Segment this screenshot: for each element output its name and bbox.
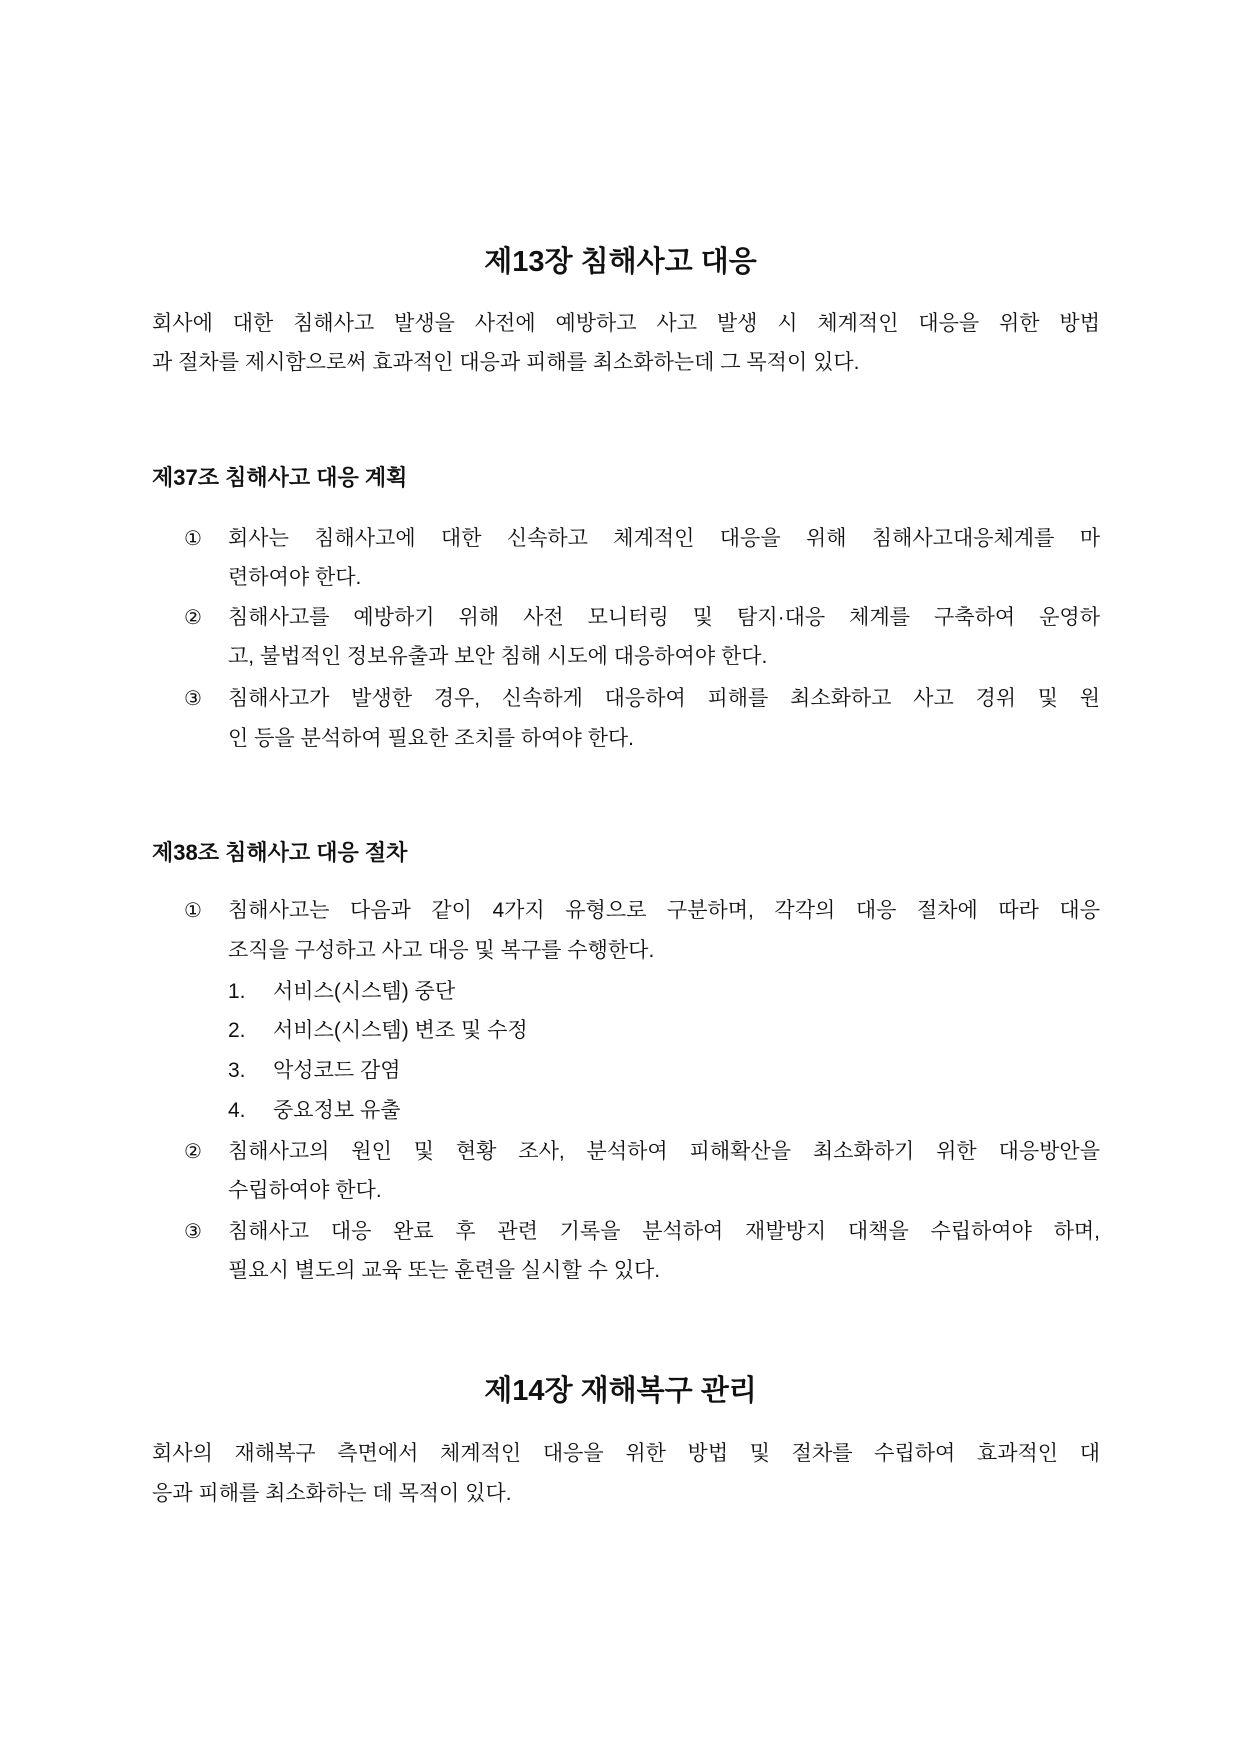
type-number: 2. bbox=[228, 1019, 246, 1042]
item-number: ② bbox=[184, 1141, 202, 1163]
chapter-14-intro-line: 응과 피해를 최소화하는 데 목적이 있다. bbox=[152, 1482, 512, 1505]
item-line: 인 등을 분석하여 필요한 조치를 하여야 한다. bbox=[228, 727, 634, 750]
article-37-title: 제37조 침해사고 대응 계획 bbox=[152, 465, 408, 490]
item-number: ③ bbox=[184, 1221, 202, 1243]
chapter-14-intro-line: 회사의 재해복구 측면에서 체계적인 대응을 위한 방법 및 절차를 수립하여 효과적인 대 bbox=[152, 1442, 1100, 1465]
item-line: 침해사고의 원인 및 현황 조사, 분석하여 피해확산을 최소화하기 위한 대응방안을 bbox=[228, 1140, 1100, 1163]
chapter-13-title: 제13장 침해사고 대응 bbox=[484, 246, 757, 278]
item-line: 회사는 침해사고에 대한 신속하고 체계적인 대응을 위해 침해사고대응체계를 마 bbox=[228, 527, 1100, 550]
item-line: 필요시 별도의 교육 또는 훈련을 실시할 수 있다. bbox=[228, 1259, 661, 1282]
type-text: 중요정보 유출 bbox=[273, 1099, 401, 1122]
item-number: ① bbox=[184, 900, 202, 922]
type-number: 1. bbox=[228, 980, 246, 1003]
type-text: 서비스(시스템) 변조 및 수정 bbox=[273, 1019, 528, 1042]
item-line: 침해사고 대응 완료 후 관련 기록을 분석하여 재발방지 대책을 수립하여야 하며, bbox=[228, 1220, 1100, 1243]
item-line: 련하여야 한다. bbox=[228, 566, 362, 589]
item-number: ② bbox=[184, 607, 202, 629]
item-line: 수립하여야 한다. bbox=[228, 1179, 382, 1202]
chapter-13-intro-line: 과 절차를 제시함으로써 효과적인 대응과 피해를 최소화하는데 그 목적이 있다. bbox=[152, 351, 860, 374]
type-number: 4. bbox=[228, 1099, 246, 1122]
item-line: 침해사고는 다음과 같이 4가지 유형으로 구분하며, 각각의 대응 절차에 따라 대응 bbox=[228, 899, 1100, 922]
item-line: 고, 불법적인 정보유출과 보안 침해 시도에 대응하여야 한다. bbox=[228, 645, 768, 668]
item-line: 침해사고를 예방하기 위해 사전 모니터링 및 탐지·대응 체계를 구축하여 운영하 bbox=[228, 606, 1100, 629]
item-line: 조직을 구성하고 사고 대응 및 복구를 수행한다. bbox=[228, 939, 655, 962]
type-number: 3. bbox=[228, 1059, 246, 1082]
article-38-title: 제38조 침해사고 대응 절차 bbox=[152, 840, 408, 865]
chapter-13-intro-line: 회사에 대한 침해사고 발생을 사전에 예방하고 사고 발생 시 체계적인 대응을 위한 방법 bbox=[152, 312, 1100, 335]
chapter-14-title: 제14장 재해복구 관리 bbox=[484, 1375, 757, 1407]
type-text: 악성코드 감염 bbox=[273, 1059, 401, 1082]
item-number: ③ bbox=[184, 688, 202, 710]
item-line: 침해사고가 발생한 경우, 신속하게 대응하여 피해를 최소화하고 사고 경위 및 원 bbox=[228, 687, 1100, 710]
item-number: ① bbox=[184, 528, 202, 550]
type-text: 서비스(시스템) 중단 bbox=[273, 980, 456, 1003]
